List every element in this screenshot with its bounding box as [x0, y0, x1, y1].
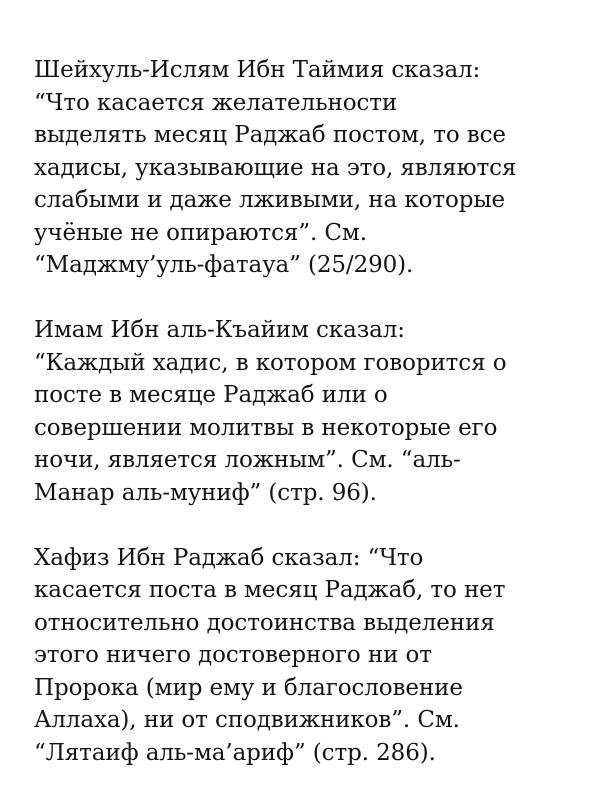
- text-line: ночи, является ложным”. См. “аль-: [34, 447, 461, 473]
- text-line: посте в месяце Раджаб или о: [34, 382, 388, 408]
- text-line: Пророка (мир ему и благословение: [34, 674, 463, 701]
- quote-text-block: [34, 54, 574, 769]
- text-line: этого ничего достоверного ни от: [34, 642, 432, 668]
- text-line: выделять месяц Раджаб постом, то все: [34, 122, 506, 148]
- text-line: Хафиз Ибн Раджаб сказал: “Что: [34, 544, 424, 571]
- text-line: касается поста в месяц Раджаб, то нет: [34, 577, 506, 603]
- text-line: “Маджму’уль-фатауа” (25/290).: [34, 252, 414, 278]
- text-line: хадисы, указывающие на это, являются: [34, 154, 517, 181]
- paragraph-ibn-taymiyya: [34, 54, 574, 282]
- text-line: Шейхуль-Ислям Ибн Таймия сказал:: [34, 57, 481, 83]
- text-line: слабыми и даже лживыми, на которые: [34, 187, 506, 213]
- text-line: Имам Ибн аль-Къайим сказал:: [34, 317, 405, 343]
- text-line: “Что касается желательности: [34, 89, 398, 116]
- text-line: Манар аль-муниф” (стр. 96).: [34, 479, 377, 506]
- text-line: учёные не опираются”. См.: [34, 219, 367, 246]
- paragraph-ibn-qayyim: [34, 314, 574, 509]
- text-line: совершении молитвы в некоторые его: [34, 414, 498, 441]
- text-line: относительно достоинства выделения: [34, 609, 495, 636]
- text-line: “Лятаиф аль-ма’ариф” (стр. 286).: [34, 739, 436, 766]
- paragraph-ibn-rajab: [34, 542, 574, 770]
- text-line: “Каждый хадис, в котором говорится о: [34, 349, 507, 376]
- text-line: Аллаха), ни от сподвижников”. См.: [34, 707, 460, 733]
